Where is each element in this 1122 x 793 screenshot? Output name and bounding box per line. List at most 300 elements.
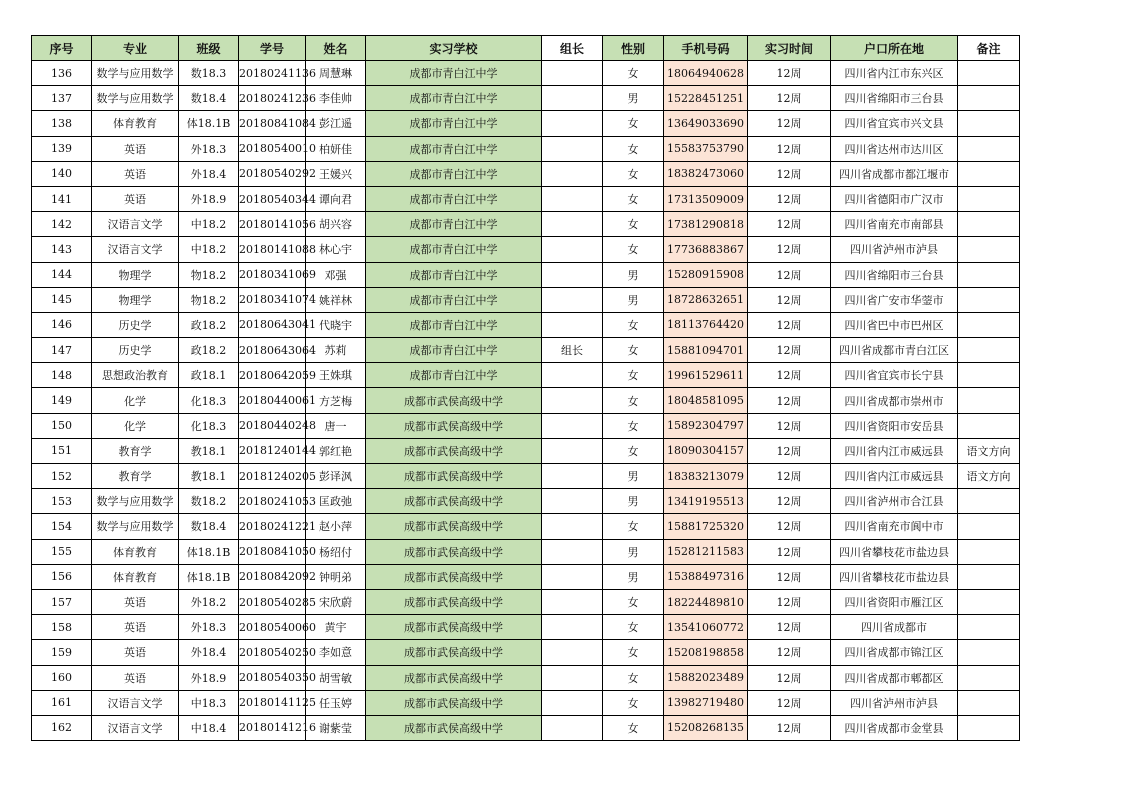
table-row — [32, 237, 1020, 262]
table-row — [32, 312, 1020, 337]
cell-name: 代晓宇 — [306, 312, 366, 337]
cell-name: 方芝梅 — [306, 388, 366, 413]
table-row — [32, 262, 1020, 287]
cell-hometown: 四川省内江市东兴区 — [831, 61, 958, 86]
cell-class: 物18.2 — [179, 262, 239, 287]
cell-index: 142 — [32, 212, 92, 237]
cell-remark — [958, 338, 1020, 363]
cell-gender: 女 — [603, 111, 664, 136]
cell-phone: 18728632651 — [664, 287, 748, 312]
cell-student-id: 20180241136 — [239, 61, 306, 86]
cell-index: 162 — [32, 715, 92, 740]
cell-name: 苏莉 — [306, 338, 366, 363]
cell-duration: 12周 — [748, 464, 831, 489]
cell-phone: 18048581095 — [664, 388, 748, 413]
cell-gender: 女 — [603, 665, 664, 690]
cell-remark — [958, 665, 1020, 690]
table-row — [32, 161, 1020, 186]
cell-duration: 12周 — [748, 715, 831, 740]
cell-phone: 15881094701 — [664, 338, 748, 363]
cell-gender: 女 — [603, 514, 664, 539]
cell-index: 154 — [32, 514, 92, 539]
cell-student-id: 20180141088 — [239, 237, 306, 262]
cell-major: 物理学 — [92, 262, 179, 287]
cell-gender: 女 — [603, 161, 664, 186]
cell-index: 152 — [32, 464, 92, 489]
cell-class: 化18.3 — [179, 388, 239, 413]
cell-gender: 男 — [603, 539, 664, 564]
cell-remark — [958, 237, 1020, 262]
cell-hometown: 四川省攀枝花市盐边县 — [831, 539, 958, 564]
cell-duration: 12周 — [748, 564, 831, 589]
cell-index: 137 — [32, 86, 92, 111]
cell-hometown: 四川省达州市达川区 — [831, 136, 958, 161]
cell-hometown: 四川省绵阳市三台县 — [831, 262, 958, 287]
cell-major: 历史学 — [92, 338, 179, 363]
cell-major: 教育学 — [92, 464, 179, 489]
cell-gender: 女 — [603, 640, 664, 665]
cell-leader — [542, 438, 603, 463]
cell-index: 156 — [32, 564, 92, 589]
cell-hometown: 四川省成都市 — [831, 615, 958, 640]
cell-hometown: 四川省泸州市泸县 — [831, 690, 958, 715]
cell-school: 成都市青白江中学 — [366, 363, 542, 388]
cell-phone: 19961529611 — [664, 363, 748, 388]
cell-duration: 12周 — [748, 640, 831, 665]
header-row — [32, 36, 1020, 61]
cell-major: 历史学 — [92, 312, 179, 337]
cell-school: 成都市武侯高级中学 — [366, 615, 542, 640]
table-row — [32, 690, 1020, 715]
cell-school: 成都市武侯高级中学 — [366, 690, 542, 715]
cell-phone: 15882023489 — [664, 665, 748, 690]
cell-phone: 13649033690 — [664, 111, 748, 136]
cell-class: 数18.4 — [179, 514, 239, 539]
cell-major: 英语 — [92, 589, 179, 614]
cell-hometown: 四川省德阳市广汉市 — [831, 186, 958, 211]
cell-gender: 女 — [603, 388, 664, 413]
cell-class: 外18.3 — [179, 136, 239, 161]
cell-phone: 15208268135 — [664, 715, 748, 740]
cell-index: 149 — [32, 388, 92, 413]
cell-index: 151 — [32, 438, 92, 463]
cell-student-id: 20180440061 — [239, 388, 306, 413]
cell-student-id: 20180440248 — [239, 413, 306, 438]
cell-index: 140 — [32, 161, 92, 186]
cell-class: 化18.3 — [179, 413, 239, 438]
cell-class: 中18.4 — [179, 715, 239, 740]
cell-phone: 17736883867 — [664, 237, 748, 262]
cell-student-id: 20180643064 — [239, 338, 306, 363]
cell-duration: 12周 — [748, 489, 831, 514]
cell-hometown: 四川省成都市金堂县 — [831, 715, 958, 740]
cell-index: 157 — [32, 589, 92, 614]
cell-school: 成都市青白江中学 — [366, 262, 542, 287]
cell-name: 李如意 — [306, 640, 366, 665]
cell-major: 物理学 — [92, 287, 179, 312]
cell-leader — [542, 615, 603, 640]
cell-hometown: 四川省广安市华蓥市 — [831, 287, 958, 312]
cell-remark — [958, 640, 1020, 665]
cell-hometown: 四川省资阳市雁江区 — [831, 589, 958, 614]
cell-class: 教18.1 — [179, 438, 239, 463]
cell-student-id: 20180842092 — [239, 564, 306, 589]
cell-gender: 女 — [603, 186, 664, 211]
cell-index: 153 — [32, 489, 92, 514]
table-row — [32, 186, 1020, 211]
cell-remark: 语文方向 — [958, 438, 1020, 463]
cell-hometown: 四川省成都市都江堰市 — [831, 161, 958, 186]
cell-duration: 12周 — [748, 338, 831, 363]
cell-index: 139 — [32, 136, 92, 161]
table-row — [32, 539, 1020, 564]
cell-hometown: 四川省泸州市泸县 — [831, 237, 958, 262]
cell-index: 141 — [32, 186, 92, 211]
cell-index: 159 — [32, 640, 92, 665]
table-row — [32, 388, 1020, 413]
table-row — [32, 564, 1020, 589]
cell-student-id: 20180540250 — [239, 640, 306, 665]
cell-leader — [542, 363, 603, 388]
cell-phone: 15281211583 — [664, 539, 748, 564]
header-phone: 手机号码 — [664, 36, 748, 61]
cell-student-id: 20180540285 — [239, 589, 306, 614]
cell-phone: 15892304797 — [664, 413, 748, 438]
cell-major: 思想政治教育 — [92, 363, 179, 388]
cell-class: 政18.1 — [179, 363, 239, 388]
cell-name: 王媛兴 — [306, 161, 366, 186]
cell-hometown: 四川省攀枝花市盐边县 — [831, 564, 958, 589]
cell-leader — [542, 640, 603, 665]
cell-leader — [542, 136, 603, 161]
table-body — [32, 61, 1020, 741]
cell-school: 成都市青白江中学 — [366, 312, 542, 337]
cell-hometown: 四川省绵阳市三台县 — [831, 86, 958, 111]
cell-gender: 女 — [603, 715, 664, 740]
cell-gender: 女 — [603, 589, 664, 614]
cell-gender: 女 — [603, 312, 664, 337]
cell-gender: 男 — [603, 464, 664, 489]
cell-duration: 12周 — [748, 589, 831, 614]
table-row — [32, 438, 1020, 463]
table-row — [32, 212, 1020, 237]
table-row — [32, 86, 1020, 111]
cell-school: 成都市武侯高级中学 — [366, 715, 542, 740]
cell-gender: 女 — [603, 413, 664, 438]
cell-leader — [542, 413, 603, 438]
cell-major: 化学 — [92, 388, 179, 413]
cell-duration: 12周 — [748, 438, 831, 463]
cell-phone: 15881725320 — [664, 514, 748, 539]
cell-class: 外18.3 — [179, 615, 239, 640]
cell-index: 160 — [32, 665, 92, 690]
cell-duration: 12周 — [748, 237, 831, 262]
cell-gender: 女 — [603, 690, 664, 715]
cell-phone: 13541060772 — [664, 615, 748, 640]
table-row — [32, 413, 1020, 438]
cell-leader — [542, 514, 603, 539]
cell-remark — [958, 312, 1020, 337]
cell-school: 成都市武侯高级中学 — [366, 489, 542, 514]
cell-major: 英语 — [92, 186, 179, 211]
cell-leader — [542, 212, 603, 237]
cell-remark — [958, 86, 1020, 111]
cell-leader — [542, 287, 603, 312]
cell-name: 彭译沨 — [306, 464, 366, 489]
cell-index: 136 — [32, 61, 92, 86]
cell-phone: 18113764420 — [664, 312, 748, 337]
cell-student-id: 20180540350 — [239, 665, 306, 690]
cell-hometown: 四川省成都市郫都区 — [831, 665, 958, 690]
cell-leader — [542, 489, 603, 514]
cell-school: 成都市武侯高级中学 — [366, 514, 542, 539]
cell-phone: 15583753790 — [664, 136, 748, 161]
cell-hometown: 四川省南充市南部县 — [831, 212, 958, 237]
header-name: 姓名 — [306, 36, 366, 61]
cell-gender: 男 — [603, 262, 664, 287]
cell-hometown: 四川省成都市崇州市 — [831, 388, 958, 413]
cell-leader — [542, 111, 603, 136]
cell-hometown: 四川省泸州市合江县 — [831, 489, 958, 514]
cell-gender: 女 — [603, 438, 664, 463]
cell-gender: 女 — [603, 212, 664, 237]
cell-student-id: 20180841050 — [239, 539, 306, 564]
cell-index: 145 — [32, 287, 92, 312]
cell-leader — [542, 312, 603, 337]
cell-phone: 18382473060 — [664, 161, 748, 186]
cell-remark — [958, 61, 1020, 86]
cell-major: 数学与应用数学 — [92, 489, 179, 514]
cell-phone: 13419195513 — [664, 489, 748, 514]
cell-school: 成都市青白江中学 — [366, 161, 542, 186]
cell-major: 汉语言文学 — [92, 237, 179, 262]
cell-class: 体18.1B — [179, 111, 239, 136]
cell-school: 成都市武侯高级中学 — [366, 640, 542, 665]
cell-student-id: 20180643041 — [239, 312, 306, 337]
cell-school: 成都市武侯高级中学 — [366, 665, 542, 690]
cell-student-id: 20180241053 — [239, 489, 306, 514]
cell-remark — [958, 212, 1020, 237]
cell-duration: 12周 — [748, 388, 831, 413]
cell-student-id: 20180540344 — [239, 186, 306, 211]
cell-remark — [958, 287, 1020, 312]
header-remark: 备注 — [958, 36, 1020, 61]
cell-gender: 女 — [603, 237, 664, 262]
cell-remark — [958, 413, 1020, 438]
cell-major: 英语 — [92, 136, 179, 161]
cell-major: 汉语言文学 — [92, 690, 179, 715]
cell-name: 钟明弟 — [306, 564, 366, 589]
cell-class: 教18.1 — [179, 464, 239, 489]
cell-leader — [542, 388, 603, 413]
cell-leader — [542, 690, 603, 715]
cell-name: 姚祥林 — [306, 287, 366, 312]
cell-duration: 12周 — [748, 136, 831, 161]
cell-major: 数学与应用数学 — [92, 514, 179, 539]
cell-index: 138 — [32, 111, 92, 136]
cell-student-id: 20180841084 — [239, 111, 306, 136]
cell-index: 147 — [32, 338, 92, 363]
cell-class: 政18.2 — [179, 338, 239, 363]
cell-hometown: 四川省内江市威远县 — [831, 464, 958, 489]
cell-major: 英语 — [92, 640, 179, 665]
cell-major: 汉语言文学 — [92, 715, 179, 740]
cell-name: 周慧琳 — [306, 61, 366, 86]
cell-duration: 12周 — [748, 186, 831, 211]
cell-index: 158 — [32, 615, 92, 640]
cell-class: 外18.4 — [179, 161, 239, 186]
cell-remark — [958, 589, 1020, 614]
header-class: 班级 — [179, 36, 239, 61]
cell-school: 成都市武侯高级中学 — [366, 438, 542, 463]
cell-phone: 18064940628 — [664, 61, 748, 86]
table-row — [32, 615, 1020, 640]
cell-student-id: 20180141125 — [239, 690, 306, 715]
cell-school: 成都市青白江中学 — [366, 287, 542, 312]
cell-major: 体育教育 — [92, 111, 179, 136]
cell-name: 谭向君 — [306, 186, 366, 211]
table-row — [32, 715, 1020, 740]
cell-class: 外18.4 — [179, 640, 239, 665]
cell-hometown: 四川省成都市青白江区 — [831, 338, 958, 363]
table-row — [32, 489, 1020, 514]
cell-duration: 12周 — [748, 212, 831, 237]
table-row — [32, 589, 1020, 614]
cell-hometown: 四川省资阳市安岳县 — [831, 413, 958, 438]
cell-gender: 女 — [603, 61, 664, 86]
cell-hometown: 四川省宜宾市兴文县 — [831, 111, 958, 136]
table-row — [32, 363, 1020, 388]
cell-class: 数18.2 — [179, 489, 239, 514]
cell-school: 成都市武侯高级中学 — [366, 539, 542, 564]
cell-gender: 男 — [603, 86, 664, 111]
table-row — [32, 665, 1020, 690]
cell-remark — [958, 388, 1020, 413]
cell-remark — [958, 489, 1020, 514]
cell-index: 143 — [32, 237, 92, 262]
cell-name: 王姝琪 — [306, 363, 366, 388]
cell-class: 外18.2 — [179, 589, 239, 614]
cell-index: 155 — [32, 539, 92, 564]
cell-remark — [958, 161, 1020, 186]
cell-school: 成都市武侯高级中学 — [366, 388, 542, 413]
cell-student-id: 20180141056 — [239, 212, 306, 237]
cell-remark: 语文方向 — [958, 464, 1020, 489]
cell-duration: 12周 — [748, 61, 831, 86]
cell-leader — [542, 539, 603, 564]
cell-index: 146 — [32, 312, 92, 337]
cell-name: 彭江遥 — [306, 111, 366, 136]
cell-remark — [958, 715, 1020, 740]
cell-phone: 15208198858 — [664, 640, 748, 665]
cell-index: 148 — [32, 363, 92, 388]
cell-leader: 组长 — [542, 338, 603, 363]
table-row — [32, 111, 1020, 136]
cell-phone: 15280915908 — [664, 262, 748, 287]
cell-school: 成都市武侯高级中学 — [366, 589, 542, 614]
cell-leader — [542, 61, 603, 86]
cell-gender: 女 — [603, 136, 664, 161]
cell-student-id: 20180540060 — [239, 615, 306, 640]
cell-name: 黄宇 — [306, 615, 366, 640]
cell-hometown: 四川省南充市阆中市 — [831, 514, 958, 539]
cell-student-id: 20180241221 — [239, 514, 306, 539]
cell-duration: 12周 — [748, 690, 831, 715]
cell-phone: 13982719480 — [664, 690, 748, 715]
cell-phone: 15228451251 — [664, 86, 748, 111]
table-row — [32, 640, 1020, 665]
cell-leader — [542, 186, 603, 211]
cell-duration: 12周 — [748, 665, 831, 690]
cell-school: 成都市青白江中学 — [366, 136, 542, 161]
table-row — [32, 61, 1020, 86]
table-row — [32, 136, 1020, 161]
cell-leader — [542, 161, 603, 186]
cell-name: 柏妍佳 — [306, 136, 366, 161]
cell-duration: 12周 — [748, 312, 831, 337]
cell-name: 胡兴容 — [306, 212, 366, 237]
cell-name: 邓强 — [306, 262, 366, 287]
cell-student-id: 20180540292 — [239, 161, 306, 186]
cell-class: 数18.4 — [179, 86, 239, 111]
cell-major: 数学与应用数学 — [92, 61, 179, 86]
cell-school: 成都市武侯高级中学 — [366, 464, 542, 489]
cell-name: 任玉婷 — [306, 690, 366, 715]
header-student-id: 学号 — [239, 36, 306, 61]
cell-leader — [542, 262, 603, 287]
header-school: 实习学校 — [366, 36, 542, 61]
cell-class: 外18.9 — [179, 665, 239, 690]
cell-name: 胡雪敏 — [306, 665, 366, 690]
header-gender: 性别 — [603, 36, 664, 61]
cell-remark — [958, 564, 1020, 589]
cell-hometown: 四川省成都市锦江区 — [831, 640, 958, 665]
cell-index: 144 — [32, 262, 92, 287]
cell-duration: 12周 — [748, 262, 831, 287]
cell-student-id: 20180642059 — [239, 363, 306, 388]
cell-phone: 18383213079 — [664, 464, 748, 489]
cell-duration: 12周 — [748, 363, 831, 388]
internship-table — [31, 35, 1020, 741]
header-major: 专业 — [92, 36, 179, 61]
cell-student-id: 20180341069 — [239, 262, 306, 287]
cell-remark — [958, 615, 1020, 640]
cell-school: 成都市青白江中学 — [366, 237, 542, 262]
cell-remark — [958, 262, 1020, 287]
cell-gender: 男 — [603, 287, 664, 312]
cell-school: 成都市武侯高级中学 — [366, 564, 542, 589]
cell-index: 161 — [32, 690, 92, 715]
cell-school: 成都市青白江中学 — [366, 111, 542, 136]
cell-student-id: 20180540010 — [239, 136, 306, 161]
cell-class: 物18.2 — [179, 287, 239, 312]
cell-remark — [958, 136, 1020, 161]
cell-remark — [958, 690, 1020, 715]
cell-name: 林心宇 — [306, 237, 366, 262]
cell-name: 匡政弛 — [306, 489, 366, 514]
cell-remark — [958, 111, 1020, 136]
cell-duration: 12周 — [748, 413, 831, 438]
cell-name: 李佳帅 — [306, 86, 366, 111]
header-hometown: 户口所在地 — [831, 36, 958, 61]
cell-name: 赵小萍 — [306, 514, 366, 539]
cell-student-id: 20180241236 — [239, 86, 306, 111]
table-row — [32, 464, 1020, 489]
cell-class: 中18.2 — [179, 212, 239, 237]
cell-student-id: 20180141216 — [239, 715, 306, 740]
header-leader: 组长 — [542, 36, 603, 61]
cell-gender: 女 — [603, 363, 664, 388]
